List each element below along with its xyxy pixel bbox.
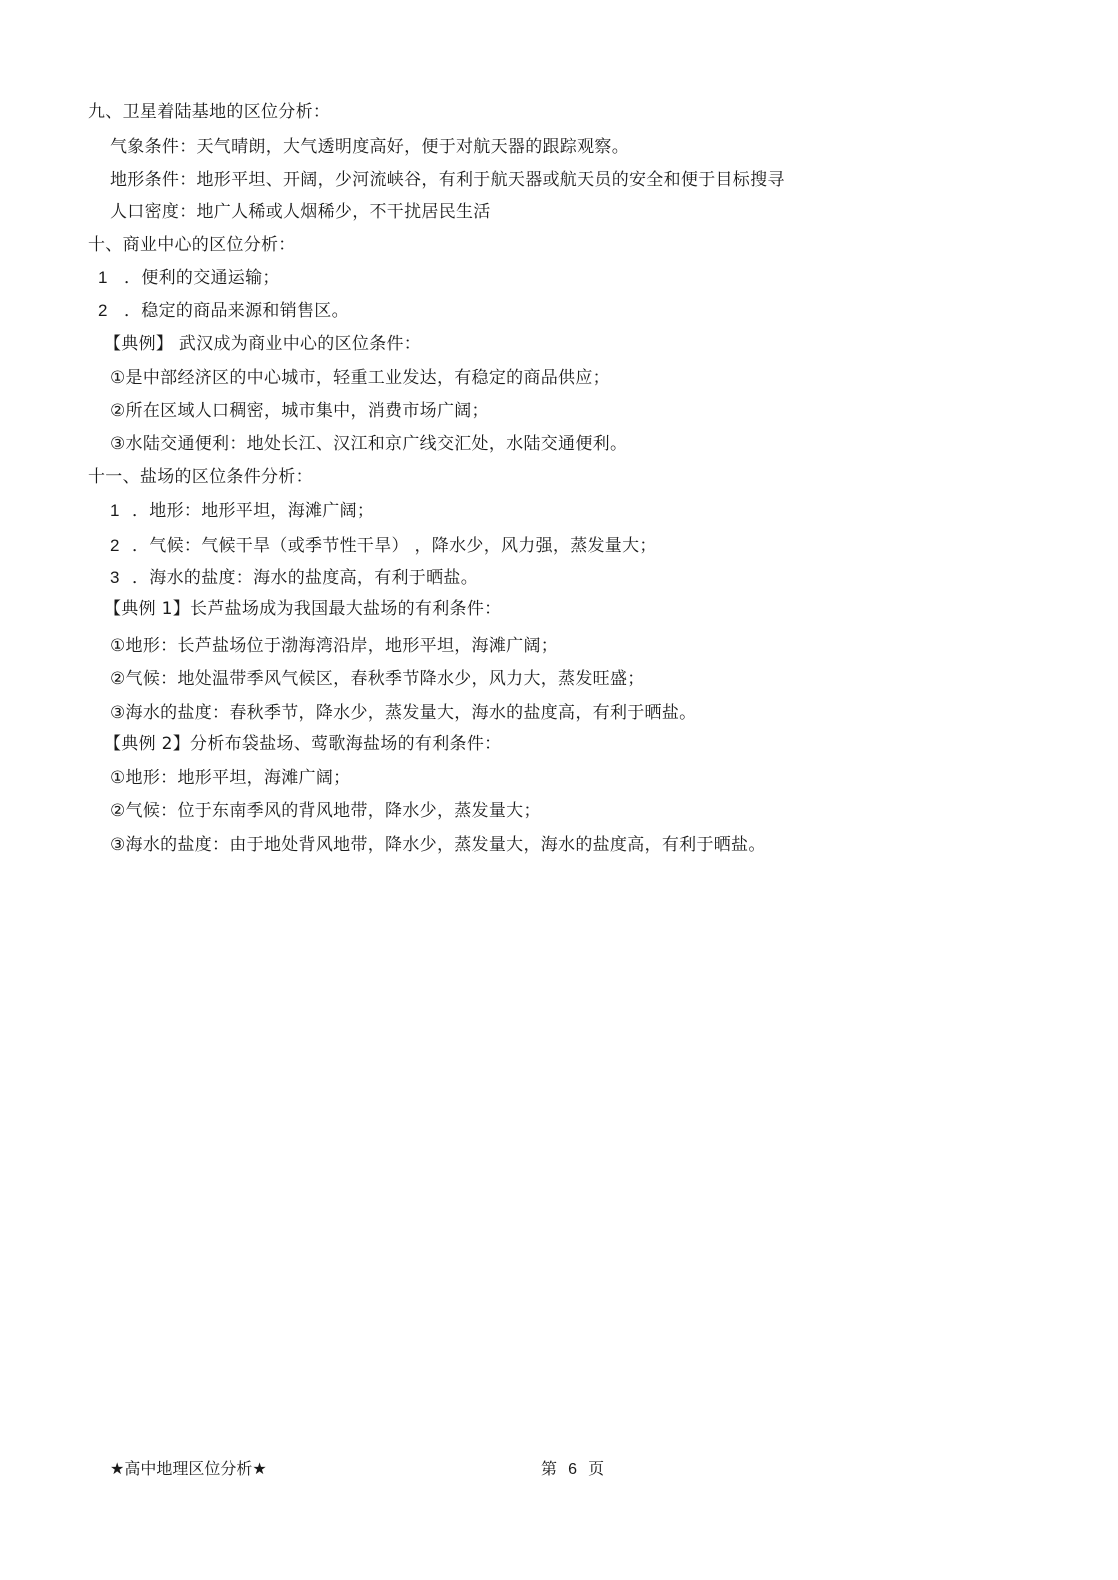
section-11-example-1-line-1: ①地形：长芦盐场位于渤海湾沿岸，地形平坦，海滩广阔； (110, 636, 559, 656)
item-number: 1 (110, 501, 120, 520)
section-11-example-2-heading: 【典例 2】分析布袋盐场、莺歌海盐场的有利条件： (104, 734, 502, 754)
section-10-example-line-1: ①是中部经济区的中心城市，轻重工业发达，有稳定的商品供应； (110, 368, 610, 388)
section-9-line-2: 地形条件：地形平坦、开阔，少河流峡谷，有利于航天器或航天员的安全和便于目标搜寻 (110, 170, 785, 190)
section-10-example-line-2: ②所在区域人口稠密，城市集中，消费市场广阔； (110, 401, 489, 421)
section-11-example-1-line-3: ③海水的盐度：春秋季节，降水少，蒸发量大，海水的盐度高，有利于晒盐。 (110, 703, 697, 723)
section-9-heading: 九、卫星着陆基地的区位分析： (88, 102, 331, 122)
section-10-item-1 (98, 267, 280, 289)
item-text: ．便利的交通运输； (124, 268, 280, 288)
section-9-line-3: 人口密度：地广人稀或人烟稀少，不干扰居民生活 (110, 202, 491, 222)
item-text: ．海水的盐度：海水的盐度高，有利于晒盐。 (132, 568, 478, 588)
page-prefix: 第 (541, 1459, 558, 1478)
section-10-example-heading: 【典例】 武汉成为商业中心的区位条件： (104, 334, 422, 354)
item-number: 1 (98, 268, 108, 287)
page-number-value: 6 (568, 1461, 578, 1478)
section-10-item-2 (98, 300, 349, 322)
item-text: ．地形：地形平坦，海滩广阔； (132, 501, 375, 521)
section-10-heading: 十、商业中心的区位分析： (88, 235, 296, 255)
section-11-heading: 十一、盐场的区位条件分析： (88, 467, 313, 487)
section-11-example-1-line-2: ②气候：地处温带季风气候区，春秋季节降水少，风力大，蒸发旺盛； (110, 669, 645, 689)
item-text: ．稳定的商品来源和销售区。 (124, 301, 349, 321)
section-11-example-2-line-2: ②气候：位于东南季风的背风地带，降水少，蒸发量大； (110, 801, 541, 821)
item-number: 2 (110, 536, 120, 555)
section-11-item-2 (110, 535, 657, 557)
section-11-item-3 (110, 567, 478, 589)
section-11-example-1-heading: 【典例 1】长芦盐场成为我国最大盐场的有利条件： (104, 599, 502, 619)
page-suffix: 页 (588, 1459, 605, 1478)
section-11-item-1 (110, 500, 374, 522)
section-11-example-2-line-1: ①地形：地形平坦，海滩广阔； (110, 768, 351, 788)
item-number: 2 (98, 301, 108, 320)
item-number: 3 (110, 568, 120, 587)
item-text: ．气候：气候干旱（或季节性干旱） ，降水少，风力强，蒸发量大； (132, 536, 657, 556)
page-number (541, 1458, 604, 1481)
section-10-example-line-3: ③水陆交通便利：地处长江、汉江和京广线交汇处，水陆交通便利。 (110, 434, 628, 454)
section-9-line-1: 气象条件：天气晴朗，大气透明度高好，便于对航天器的跟踪观察。 (110, 137, 629, 157)
footer-title: ★高中地理区位分析★ (110, 1459, 267, 1478)
section-11-example-2-line-3: ③海水的盐度：由于地处背风地带，降水少，蒸发量大，海水的盐度高，有利于晒盐。 (110, 835, 766, 855)
